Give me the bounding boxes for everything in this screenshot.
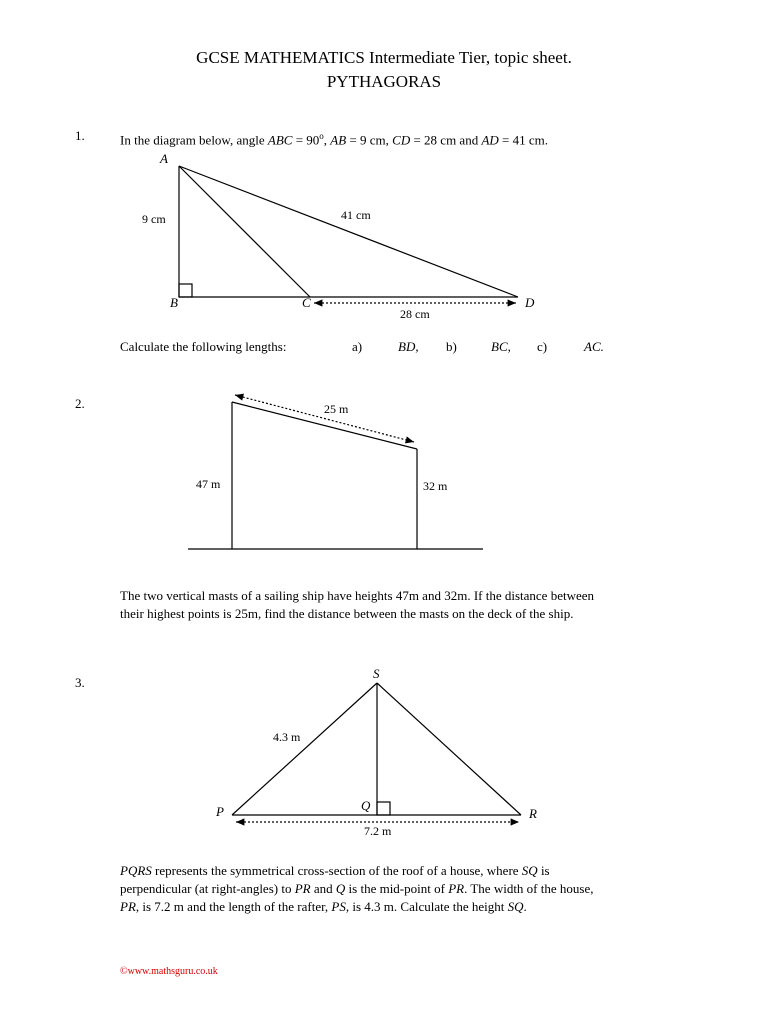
q3-text-line3 [120, 898, 527, 916]
question-2-number: 2. [75, 396, 85, 411]
q1-intro-prefix: In the diagram below, angle [120, 132, 268, 148]
q1-label-ad-length: 41 cm [341, 208, 371, 222]
q1-label-ab-length: 9 cm [142, 212, 166, 226]
q1-intro-ab-val: = 9 cm, [346, 132, 393, 148]
q1-part-a: a) [352, 339, 363, 354]
q3-right-angle-marker [377, 802, 390, 815]
q3-l3-ps: PS [331, 899, 346, 914]
q2-label-right: 32 m [423, 479, 448, 493]
q3-l2-text2: and [310, 881, 336, 896]
q2-text-line2: their highest points is 25m, find the distance between the masts on the deck of the ship. [120, 606, 574, 621]
q1-label-b: B [170, 295, 178, 310]
q3-text-line2 [120, 880, 593, 898]
q1-label-c: C [302, 295, 311, 310]
q3-rafter-ps [232, 683, 377, 815]
q3-label-q: Q [361, 798, 371, 813]
q1-intro-ad-val: = 41 cm. [498, 132, 549, 148]
q1-part-b-value: BC, [491, 339, 511, 354]
q1-part-b: b) [446, 339, 457, 354]
q1-part-a-value: BD, [398, 339, 419, 354]
q3-l3-text1: , is 7.2 m and the length of the rafter, [135, 899, 332, 914]
q3-rafter-sr [377, 683, 521, 815]
q3-l2-text4: . The width of the house, [464, 881, 594, 896]
q3-label-p: P [216, 804, 224, 819]
q1-intro-eq90: = 90 [292, 132, 320, 148]
q1-calc-prefix: Calculate the following lengths: [120, 339, 287, 354]
q3-l1-sq: SQ [521, 863, 538, 878]
q1-label-d: D [525, 295, 535, 310]
q2-text-line1: The two vertical masts of a sailing ship have heights 47m and 32m. If the distance between [120, 588, 595, 603]
footer-copyright-link[interactable]: ©www.mathsguru.co.uk [120, 966, 218, 977]
q3-label-r: R [529, 806, 537, 821]
q3-l2-q: Q [335, 881, 346, 896]
q3-l1-pqrs: PQRS [120, 863, 152, 878]
q1-label-cd-length: 28 cm [400, 307, 430, 321]
q1-intro-cd-val: = 28 cm and [410, 132, 482, 148]
q3-l2-text3: is the mid-point of [345, 881, 449, 896]
q3-l1-end: is [537, 863, 550, 878]
q1-intro-comma: , [323, 132, 331, 148]
q3-text-line1 [120, 862, 550, 880]
q3-diagram [232, 683, 521, 822]
q1-side-ad [179, 166, 518, 297]
q3-l1-text: represents the symmetrical cross-section of the roof of a house, where [151, 863, 522, 878]
q1-part-c-value: AC. [584, 339, 604, 354]
page-subtitle: PYTHAGORAS [326, 72, 442, 91]
q2-diagram [188, 395, 483, 549]
q3-label-ps-length: 4.3 m [273, 730, 301, 744]
q1-label-a: A [160, 151, 168, 166]
question-3-number: 3. [75, 675, 85, 690]
q3-label-s: S [373, 666, 380, 681]
q1-side-ac [179, 166, 310, 297]
q1-intro-cd: CD [392, 132, 411, 148]
q1-part-c: c) [537, 339, 548, 354]
q3-l2-pr2: PR [448, 881, 465, 896]
q1-intro-ad: AD [481, 132, 499, 148]
q3-l3-end: . [523, 899, 527, 914]
q3-l2-text1: perpendicular (at right-angles) to [120, 881, 295, 896]
q3-l3-pr: PR [120, 899, 136, 914]
q2-label-left: 47 m [196, 477, 221, 491]
q1-intro-ab: AB [330, 132, 347, 148]
question-1-number: 1. [75, 128, 85, 143]
q3-l3-text2: , is 4.3 m. Calculate the height [345, 899, 508, 914]
q1-diagram [179, 166, 518, 303]
q3-l3-sq: SQ [507, 899, 524, 914]
page-title: GCSE MATHEMATICS Intermediate Tier, topic sheet. [196, 48, 572, 67]
q2-label-top: 25 m [324, 402, 349, 416]
q1-intro-abc: ABC [267, 132, 293, 148]
q3-label-pr-length: 7.2 m [364, 824, 392, 838]
q1-right-angle-marker [179, 284, 192, 297]
q3-l2-pr: PR [294, 881, 311, 896]
q1-intro-degree: o [319, 131, 324, 141]
